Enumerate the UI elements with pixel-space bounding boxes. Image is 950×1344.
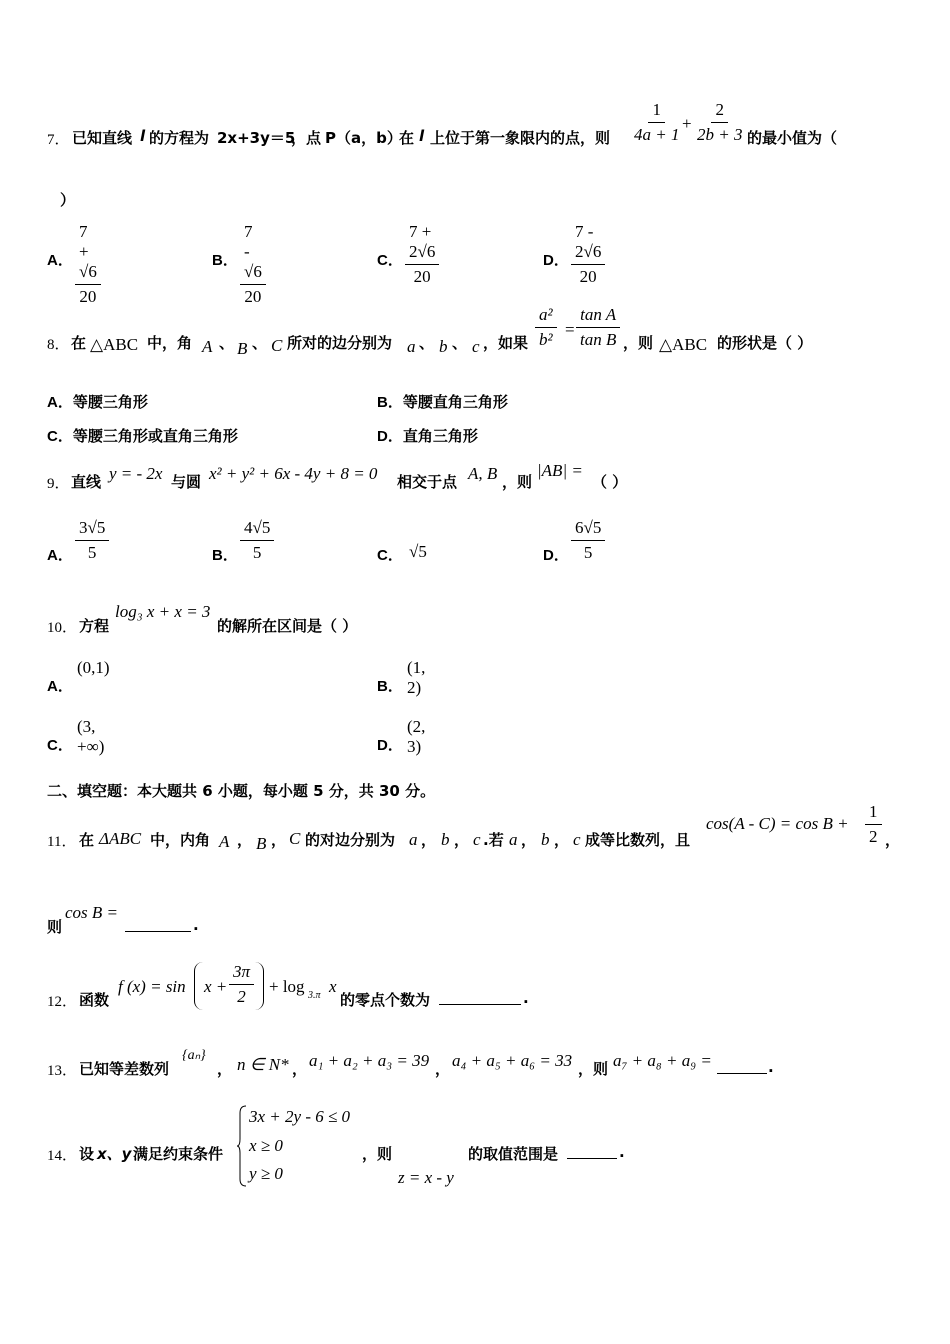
q8-sep-4: 、 — [452, 334, 468, 352]
q11-sep-4: ， — [454, 831, 470, 849]
q11-half-num: 1 — [865, 802, 882, 825]
q7-text-mid2: ，点 — [291, 129, 322, 147]
q10-option-b-label: B． — [377, 678, 403, 695]
q8-lhs-den: b² — [539, 330, 553, 349]
q7-point: P（a，b） — [325, 129, 402, 147]
q13-end: . — [768, 1058, 774, 1076]
q10-option-d-value: (2, 3) — [407, 717, 426, 756]
q14-number: 14． — [47, 1148, 78, 1164]
q9-text-lead: 直线 — [71, 473, 102, 491]
q14-end: . — [619, 1143, 625, 1161]
q7-text-mid1: 的方程为 — [149, 129, 210, 147]
q7-option-c-num: 7 + 2√6 — [405, 222, 439, 265]
q12-log-arg: x — [329, 977, 337, 996]
q8-option-b[interactable] — [377, 391, 508, 412]
q10-equation: log₃ x + x = 3 — [115, 602, 211, 621]
q9-option-c-value: √5 — [409, 542, 427, 561]
q13-n-set: n ∈ N* — [237, 1055, 289, 1074]
q9-option-b-label: B． — [212, 547, 238, 564]
q9-text-tail: （ ） — [592, 473, 628, 491]
q8-option-d-text: 直角三角形 — [402, 427, 478, 445]
q9-option-a-value — [75, 518, 109, 563]
q13-sequence: {aₙ} — [182, 1048, 206, 1063]
q11-comma: ， — [885, 831, 901, 849]
q10-text-tail: 的解所在区间是（ ） — [217, 617, 358, 635]
q11-side-a-2: a — [509, 830, 518, 849]
q12-fx: f (x) = sin — [118, 977, 186, 996]
q9-number: 9． — [47, 476, 70, 492]
q12-text-tail: 的零点个数为 — [340, 991, 431, 1009]
q10-option-d-label: D． — [377, 737, 403, 754]
q7-fraction-1-den: 4a + 1 — [634, 125, 680, 144]
q8-option-a[interactable] — [47, 391, 148, 412]
section-2-heading: 二、填空题：本大题共 6 小题，每小题 5 分，共 30 分。 — [47, 782, 436, 800]
q7-fraction-1-num: 1 — [648, 100, 665, 123]
q7-close-paren: ） — [60, 191, 76, 209]
q8-equals: = — [565, 320, 575, 339]
q8-number: 8． — [47, 337, 70, 353]
q12-end: . — [523, 989, 529, 1007]
q7-fraction-2-den: 2b + 3 — [697, 125, 743, 144]
q11-half-den: 2 — [869, 827, 878, 846]
q8-option-a-label: A． — [47, 394, 73, 411]
q13-sep-3: ， — [435, 1060, 451, 1078]
q11-answer-blank[interactable] — [125, 914, 191, 932]
q8-text-mid3: ，如果 — [483, 334, 529, 352]
q9-text-mid3: ，则 — [502, 473, 533, 491]
q10-option-c-label: C． — [47, 737, 73, 754]
q7-text-mid3: 在 — [399, 129, 415, 147]
q11-angle-c: C — [289, 829, 301, 848]
q7-option-b-value — [240, 222, 266, 307]
q7-option-d-label: D． — [543, 252, 569, 269]
q8-option-d[interactable] — [377, 425, 478, 446]
q8-text-mid4: ，则 — [623, 334, 654, 352]
q11-sep-1: ， — [237, 831, 253, 849]
q8-ratio-rhs — [576, 305, 620, 350]
q7-option-d-num: 7 - 2√6 — [571, 222, 605, 265]
q7-fraction-2-num: 2 — [711, 100, 728, 123]
q11-sep-3: ， — [421, 831, 437, 849]
q9-option-a-num: 3√5 — [75, 518, 109, 541]
q12-answer-blank[interactable] — [439, 987, 521, 1005]
q14-vars: x、y — [97, 1145, 132, 1163]
q8-option-b-text: 等腰直角三角形 — [402, 393, 508, 411]
q12-three-pi-half — [229, 962, 254, 1007]
q8-angle-a: A — [202, 337, 213, 356]
q11-sep-6: ， — [554, 831, 570, 849]
q11-text-mid4: 成等比数列，且 — [585, 831, 691, 849]
q7-option-a-label: A． — [47, 252, 73, 269]
q11-side-c: c — [473, 830, 481, 849]
q13-text-lead: 已知等差数列 — [79, 1060, 170, 1078]
q8-option-b-label: B． — [377, 394, 403, 411]
q11-angle-b: B — [256, 834, 267, 853]
q7-text-mid4: 上位于第一象限内的点，则 — [430, 129, 611, 147]
q14-text-mid2: ，则 — [362, 1145, 393, 1163]
q12-log-base: 3.π — [308, 990, 321, 1001]
q11-angle-a: A — [219, 832, 230, 851]
q12-pi-num: 3π — [229, 962, 254, 985]
q12-number: 12． — [47, 994, 78, 1010]
q14-constraint-2: x ≥ 0 — [249, 1136, 283, 1155]
q7-option-a-den: 20 — [79, 287, 97, 306]
q9-option-b-num: 4√5 — [240, 518, 274, 541]
q8-angle-c: C — [271, 336, 283, 355]
q8-rhs-num: tan A — [576, 305, 620, 328]
q7-text-lead: 已知直线 — [72, 129, 133, 147]
q7-option-b-den: 20 — [244, 287, 262, 306]
q9-option-d-value — [571, 518, 605, 563]
q8-option-c[interactable] — [47, 425, 238, 446]
q8-sep-2: 、 — [252, 334, 268, 352]
q13-sep-2: ， — [292, 1060, 308, 1078]
q10-text-lead: 方程 — [79, 617, 110, 635]
q11-text-lead: 在 — [79, 831, 95, 849]
q11-ask: cos B = — [65, 903, 119, 922]
q7-option-a-value — [75, 222, 101, 307]
q11-sep-2: ， — [271, 831, 287, 849]
q9-option-d-num: 6√5 — [571, 518, 605, 541]
q8-sep-1: 、 — [219, 334, 235, 352]
q8-triangle-2: △ABC — [659, 335, 708, 354]
q14-constraint-3: y ≥ 0 — [249, 1164, 283, 1183]
q11-side-c-2: c — [573, 830, 581, 849]
q8-option-c-text: 等腰三角形或直角三角形 — [72, 427, 238, 445]
q7-option-b-label: B． — [212, 252, 238, 269]
q9-option-b-den: 5 — [252, 543, 262, 562]
q10-option-c-value: (3, +∞) — [77, 717, 105, 756]
q8-text-lead: 在 — [71, 334, 87, 352]
q14-text-tail: 的取值范围是 — [468, 1145, 559, 1163]
q7-option-d-value — [571, 222, 605, 287]
q12-right-paren — [255, 962, 264, 1010]
q7-text-tail: 的最小值为（ — [747, 129, 838, 147]
q12-left-paren — [194, 962, 203, 1010]
q12-text-lead: 函数 — [79, 991, 110, 1009]
q8-triangle: △ABC — [90, 335, 139, 354]
q8-option-c-label: C． — [47, 428, 73, 445]
q11-side-b: b — [441, 830, 450, 849]
q7-equation: 2x+3y＝5 — [217, 129, 296, 147]
q9-option-b-value — [240, 518, 274, 563]
q14-answer-blank[interactable] — [567, 1141, 617, 1159]
q9-option-a-den: 5 — [87, 543, 97, 562]
q12-pi-den: 2 — [237, 987, 246, 1006]
q11-text-mid2: 的对边分别为 — [305, 831, 396, 849]
q13-answer-blank[interactable] — [717, 1056, 767, 1074]
q7-option-c-value — [405, 222, 439, 287]
q11-number: 11． — [47, 834, 77, 850]
q8-text-mid1: 中，角 — [147, 334, 193, 352]
q8-text-mid2: 所对的边分别为 — [287, 334, 393, 352]
q7-fraction-1 — [630, 100, 683, 145]
q9-ab-length: |AB| = — [537, 461, 583, 480]
q8-sep-3: 、 — [419, 334, 435, 352]
q9-line-equation: y = - 2x — [109, 464, 163, 483]
q7-line-var-2: l — [419, 127, 425, 145]
q11-text-mid3: .若 — [483, 831, 504, 849]
q7-number: 7． — [47, 132, 70, 148]
q8-text-tail: 的形状是（ ） — [717, 334, 813, 352]
q13-condition-2: a₄ + a₅ + a₆ = 33 — [452, 1051, 573, 1070]
q14-text-mid1: 满足约束条件 — [133, 1145, 224, 1163]
q13-ask: a₇ + a₈ + a₉ = — [613, 1051, 712, 1070]
q13-text-mid: ，则 — [578, 1060, 609, 1078]
q13-condition-1: a₁ + a₂ + a₃ = 39 — [309, 1051, 430, 1070]
q8-option-d-label: D． — [377, 428, 403, 445]
q14-z: z = x - y — [398, 1168, 454, 1187]
q10-number: 10． — [47, 620, 78, 636]
q8-side-b: b — [439, 337, 448, 356]
q7-option-c-label: C． — [377, 252, 403, 269]
q11-side-a: a — [409, 830, 418, 849]
q14-constraint-1: 3x + 2y - 6 ≤ 0 — [249, 1107, 351, 1126]
q9-option-d-den: 5 — [583, 543, 593, 562]
q7-option-a-num: 7 + √6 — [75, 222, 101, 285]
q11-then: 则 — [47, 918, 63, 936]
q10-option-b-value: (1, 2) — [407, 658, 426, 697]
q7-line-var: l — [140, 127, 146, 145]
q9-text-mid1: 与圆 — [171, 473, 202, 491]
q8-angle-b: B — [237, 339, 248, 358]
q8-side-c: c — [472, 337, 480, 356]
q11-side-b-2: b — [541, 830, 550, 849]
q9-points: A, B — [468, 464, 498, 483]
q7-plus: + — [682, 114, 692, 133]
q12-inner: x + — [204, 977, 228, 996]
q7-fraction-2 — [693, 100, 746, 145]
q8-rhs-den: tan B — [580, 330, 617, 349]
q14-text-lead: 设 — [79, 1145, 95, 1163]
q13-sep-1: ， — [217, 1060, 233, 1078]
q11-triangle: ΔABC — [99, 829, 142, 848]
q7-option-b-num: 7 - √6 — [240, 222, 266, 285]
q10-option-a-value: (0,1) — [77, 658, 110, 677]
q11-end: . — [193, 916, 199, 934]
q9-text-mid2: 相交于点 — [397, 473, 458, 491]
q9-circle-equation: x² + y² + 6x - 4y + 8 = 0 — [209, 464, 378, 483]
q11-half — [865, 802, 882, 847]
q9-option-d-label: D． — [543, 547, 569, 564]
q7-option-d-den: 20 — [579, 267, 597, 286]
q9-option-a-label: A． — [47, 547, 73, 564]
q8-option-a-text: 等腰三角形 — [72, 393, 148, 411]
q14-brace-icon — [237, 1105, 247, 1187]
q11-sep-5: ， — [521, 831, 537, 849]
q9-option-c-label: C． — [377, 547, 403, 564]
q10-option-a-label: A． — [47, 678, 73, 695]
q11-condition: cos(A - C) = cos B + — [706, 814, 849, 833]
q11-text-mid1: 中，内角 — [150, 831, 211, 849]
q7-option-c-den: 20 — [413, 267, 431, 286]
q13-number: 13． — [47, 1063, 78, 1079]
q8-lhs-num: a² — [535, 305, 557, 328]
q12-log: + log — [269, 977, 305, 996]
q8-ratio-lhs — [535, 305, 557, 350]
q8-side-a: a — [407, 337, 416, 356]
